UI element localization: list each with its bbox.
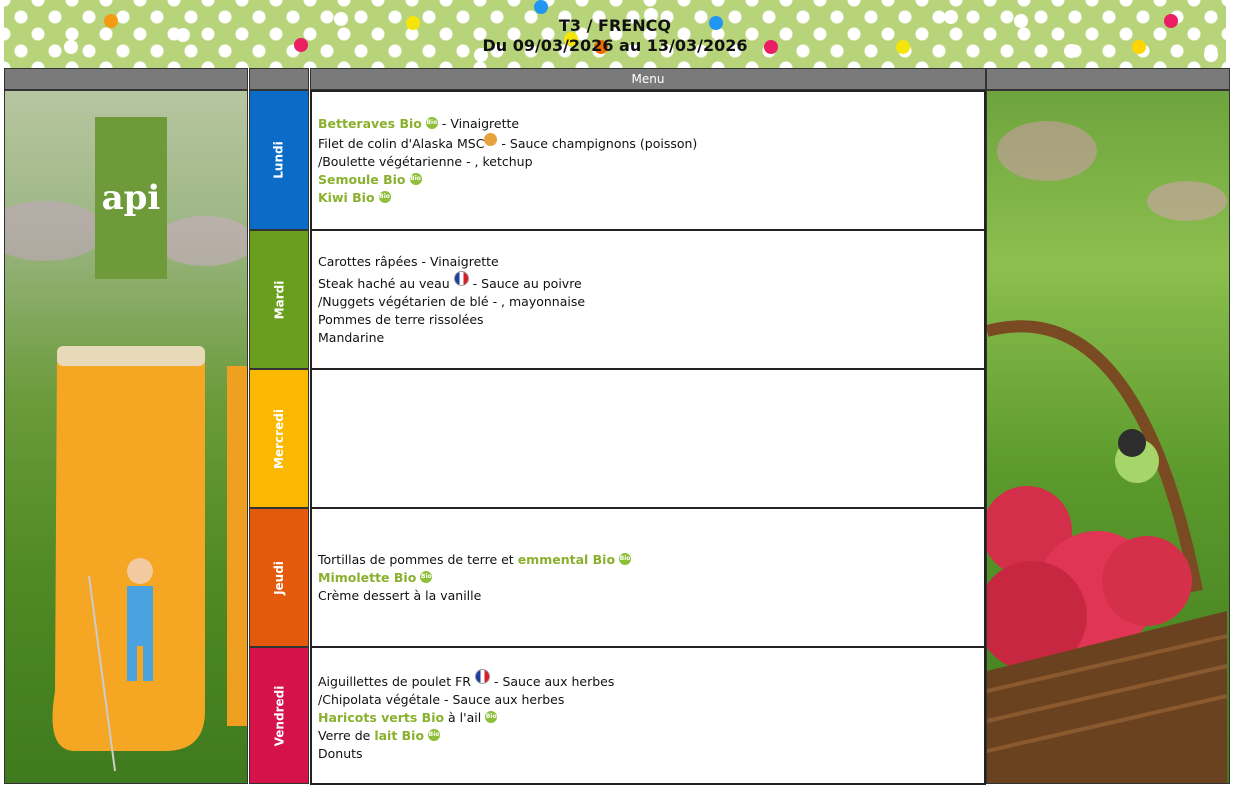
day-name: Mardi [271, 280, 286, 319]
bio-label-icon: Bio [420, 571, 432, 583]
menu-item-text: Mandarine [318, 329, 385, 345]
day-name: Lundi [272, 141, 286, 179]
menu-item-text: Tortillas de pommes de terre et [318, 551, 518, 567]
header-right-blank [986, 68, 1230, 90]
header-title-block [4, 16, 1226, 56]
day-label-vendredi [249, 647, 309, 784]
menu-line [318, 551, 978, 569]
menu-item-text: Carottes râpées - Vinaigrette [318, 253, 499, 269]
menu-line [318, 133, 978, 153]
menu-item-bio: Semoule Bio [318, 171, 406, 187]
menu-item-bio: Haricots verts Bio [318, 709, 445, 725]
menu-item-bio: Mimolette Bio [318, 569, 417, 585]
menu-line [318, 587, 978, 605]
apple-basket-illustration [987, 91, 1230, 784]
menu-item-bio: emmental Bio [517, 551, 616, 567]
french-flag-icon [475, 669, 490, 684]
date-range: Du 09/03/2026 au 13/03/2026 [482, 36, 748, 55]
day-label-mercredi [249, 369, 309, 508]
left-photo-panel [4, 90, 248, 784]
menu-cell-mardi [310, 229, 986, 370]
bio-label-icon: Bio [426, 117, 438, 129]
menu-item-text: - Vinaigrette [437, 115, 520, 131]
menu-item-text: Aiguillettes de poulet FR [318, 673, 471, 689]
menu-item-text: - Sauce au poivre [468, 275, 582, 291]
menu-item-text: - Sauce champignons (poisson) [497, 135, 698, 151]
menu-item-text: /Chipolata végétale - Sauce aux herbes [318, 691, 565, 707]
page-title: T3 / FRENCQ [559, 16, 671, 35]
menu-line [318, 153, 978, 171]
msc-label-icon [484, 133, 497, 146]
day-label-jeudi [249, 508, 309, 647]
menu-item-text: Steak haché au veau [318, 275, 450, 291]
french-flag-icon [454, 271, 469, 286]
menu-item-text: Pommes de terre rissolées [318, 311, 484, 327]
header-banner [4, 0, 1226, 68]
menu-item-text: - Sauce aux herbes [490, 673, 615, 689]
menu-item-bio: lait Bio [374, 727, 425, 743]
menu-cell-lundi [310, 90, 986, 231]
bio-label-icon: Bio [485, 711, 497, 723]
menu-item-text: Verre de [318, 727, 375, 743]
menu-cell-mercredi [310, 368, 986, 509]
header-left-blank [4, 68, 248, 90]
right-photo-panel [986, 90, 1230, 784]
api-logo [95, 117, 167, 279]
menu-line [318, 253, 978, 271]
header-day-blank [249, 68, 309, 90]
menu-line [318, 727, 978, 745]
menu-item-text: Filet de colin d'Alaska MSC [318, 135, 485, 151]
bio-label-icon: Bio [379, 191, 391, 203]
menu-line [318, 709, 978, 727]
menu-column-header: Menu [310, 68, 986, 90]
menu-item-text: Donuts [318, 745, 363, 761]
bio-label-icon: Bio [428, 729, 440, 741]
menu-line [318, 669, 978, 691]
menu-line [318, 271, 978, 293]
menu-line [318, 745, 978, 763]
menu-line [318, 311, 978, 329]
menu-item-bio: Kiwi Bio [318, 189, 375, 205]
menu-item-text: /Nuggets végétarien de blé - , mayonnaise [318, 293, 586, 309]
day-name: Vendredi [272, 685, 287, 746]
menu-line [318, 691, 978, 709]
banner-dot [534, 0, 548, 14]
menu-line [318, 115, 978, 133]
day-name: Mercredi [272, 408, 286, 469]
menu-item-text: à l'ail [444, 709, 482, 725]
menu-cell-jeudi [310, 507, 986, 648]
menu-line [318, 171, 978, 189]
day-label-lundi [249, 90, 309, 230]
menu-item-text: /Boulette végétarienne - , ketchup [318, 153, 533, 169]
bio-label-icon: Bio [410, 173, 422, 185]
menu-line [318, 293, 978, 311]
menu-cell-vendredi [310, 646, 986, 785]
day-name: Jeudi [271, 560, 286, 595]
menu-line [318, 569, 978, 587]
menu-line [318, 189, 978, 207]
menu-item-text: Crème dessert à la vanille [318, 587, 482, 603]
bio-label-icon: Bio [619, 553, 631, 565]
day-label-mardi [249, 230, 309, 369]
api-logo-text: api [101, 178, 161, 218]
menu-line [318, 329, 978, 347]
menu-item-bio: Betteraves Bio [318, 115, 422, 131]
